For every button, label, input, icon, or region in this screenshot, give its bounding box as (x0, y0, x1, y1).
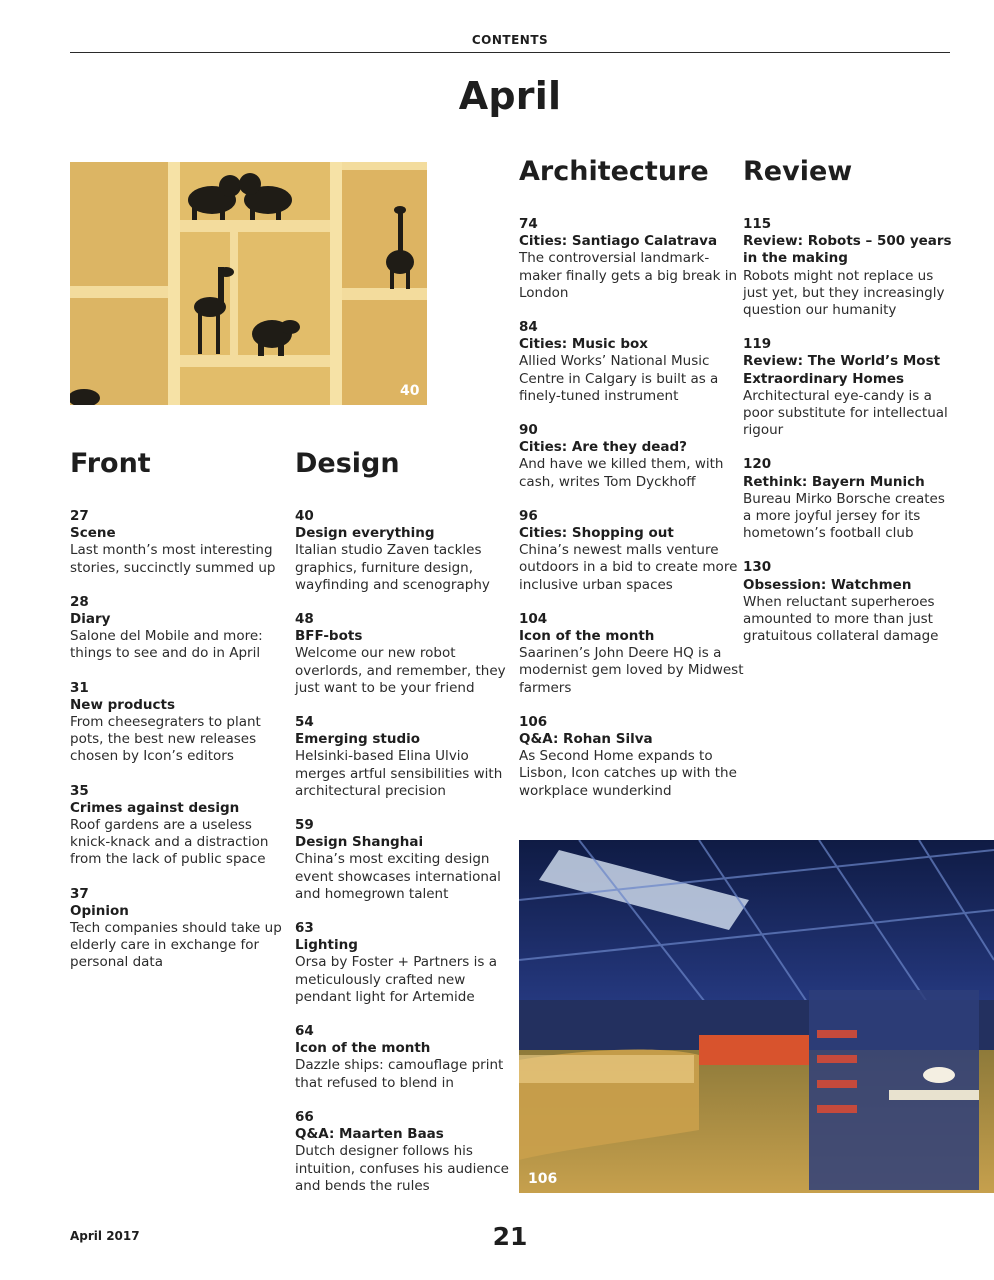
section-heading: Architecture (519, 156, 709, 187)
entry-title: BFF-bots (295, 628, 363, 645)
entry-desc: Welcome our new robot overlords, and remember, they just want to be your friend (295, 645, 506, 696)
section-architecture (519, 155, 744, 817)
section-design (295, 447, 520, 1212)
toc-entry[interactable] (519, 216, 744, 302)
entry-page: 59 (295, 817, 314, 834)
toc-entry[interactable] (519, 714, 744, 800)
entry-page: 119 (743, 336, 772, 353)
toc-entry[interactable] (70, 783, 295, 869)
toc-entry[interactable] (743, 216, 953, 319)
entry-page: 64 (295, 1023, 314, 1040)
entry-page: 106 (519, 713, 548, 730)
entry-title: Cities: Music box (519, 336, 648, 353)
issue-date: April 2017 (70, 1229, 140, 1243)
toc-entry[interactable] (519, 611, 744, 697)
entry-desc: The controversial landmark-maker finally gets a big break in London (519, 250, 738, 301)
section-heading: Front (70, 448, 151, 479)
entry-desc: Allied Works’ National Music Centre in Calgary is built as a finely-tuned instrument (519, 353, 719, 404)
section-header: CONTENTS (471, 33, 549, 47)
entry-desc: As Second Home expands to Lisbon, Icon catches up with the workplace wunderkind (519, 748, 737, 799)
entry-title: Rethink: Bayern Munich (743, 473, 925, 490)
entry-desc: Architectural eye-candy is a poor substitute for intellectual rigour (743, 387, 948, 439)
entry-title: Obsession: Watchmen (743, 576, 912, 593)
entry-title: Opinion (70, 902, 129, 919)
section-heading: Design (295, 448, 400, 479)
toc-entry[interactable] (70, 680, 295, 766)
page-number: 21 (492, 1222, 528, 1251)
entry-desc: Bureau Mirko Borsche creates a more joyful jersey for its hometown’s football club (743, 490, 945, 542)
toc-entry[interactable] (295, 714, 520, 800)
entry-title: Emerging studio (295, 731, 421, 748)
page-title: April (458, 74, 562, 118)
entry-desc: Last month’s most interesting stories, succinctly summed up (70, 542, 276, 576)
entry-title: Cities: Are they dead? (519, 439, 688, 456)
entry-page: 40 (295, 508, 314, 524)
section-heading: Review (743, 156, 853, 187)
entry-title: Review: The World’s Most Extraordinary Homes (743, 353, 941, 387)
entry-title: Design everything (295, 525, 435, 542)
entry-desc: Italian studio Zaven tackles graphics, furniture design, wayfinding and scenography (295, 542, 490, 593)
entry-desc: Saarinen’s John Deere HQ is a modernist gem loved by Midwest farmers (519, 645, 744, 696)
toc-entry[interactable] (70, 508, 295, 577)
entry-title: Design Shanghai (295, 834, 424, 851)
entry-title: Crimes against design (70, 799, 240, 816)
workspace-photo-caption: 106 (528, 1171, 558, 1187)
toc-entry[interactable] (295, 1109, 520, 1195)
entry-page: 96 (519, 507, 538, 524)
toc-entry[interactable] (70, 594, 295, 663)
shelf-photo (70, 162, 427, 405)
entry-title: New products (70, 696, 175, 713)
entry-desc: Salone del Mobile and more: things to see and do in April (70, 628, 263, 662)
entry-title: Cities: Shopping out (519, 525, 674, 542)
entry-desc: Tech companies should take up elderly care in exchange for personal data (70, 920, 282, 971)
entry-title: Diary (70, 611, 111, 628)
entry-desc: When reluctant superheroes amounted to more than just gratuitous collateral damage (743, 593, 939, 645)
workspace-photo (519, 840, 994, 1193)
toc-entry[interactable] (295, 920, 520, 1006)
entry-page: 54 (295, 714, 314, 731)
section-review (743, 155, 953, 662)
entry-page: 27 (70, 508, 89, 524)
toc-entry[interactable] (295, 611, 520, 697)
shelf-illustration (70, 162, 427, 405)
entry-page: 90 (519, 422, 538, 439)
entry-title: Review: Robots – 500 years in the making (743, 233, 952, 267)
entry-page: 48 (295, 611, 314, 628)
toc-entry[interactable] (519, 319, 744, 405)
entry-desc: Helsinki-based Elina Ulvio merges artful sensibilities with architectural precision (295, 748, 503, 799)
entry-page: 115 (743, 216, 772, 232)
entry-title: Icon of the month (519, 628, 655, 645)
entry-page: 74 (519, 216, 538, 232)
entry-page: 35 (70, 782, 89, 799)
entry-desc: Dutch designer follows his intuition, confuses his audience and bends the rules (295, 1143, 509, 1194)
toc-entry[interactable] (295, 1023, 520, 1092)
entry-desc: Roof gardens are a useless knick-knack and a distraction from the lack of public space (70, 817, 269, 868)
entry-desc: China’s most exciting design event showcases international and homegrown talent (295, 851, 501, 902)
entry-desc: China’s newest malls venture outdoors in a bid to create more inclusive urban spaces (519, 542, 738, 593)
header-rule (70, 52, 950, 53)
entry-desc: From cheesegraters to plant pots, the best new releases chosen by Icon’s editors (70, 714, 261, 765)
entry-page: 37 (70, 885, 89, 902)
toc-entry[interactable] (743, 559, 953, 645)
entry-page: 66 (295, 1108, 314, 1125)
entry-title: Q&A: Maarten Baas (295, 1126, 444, 1143)
entry-title: Q&A: Rohan Silva (519, 731, 653, 748)
toc-entry[interactable] (743, 336, 953, 439)
entry-desc: Robots might not replace us just yet, but they increasingly question our humanity (743, 267, 945, 319)
toc-entry[interactable] (519, 422, 744, 491)
entry-page: 31 (70, 679, 89, 696)
toc-entry[interactable] (295, 817, 520, 903)
entry-desc: And have we killed them, with cash, writes Tom Dyckhoff (519, 456, 724, 490)
toc-entry[interactable] (519, 508, 744, 594)
toc-entry[interactable] (70, 886, 295, 972)
entry-desc: Dazzle ships: camouflage print that refused to blend in (295, 1057, 504, 1091)
section-front (70, 447, 295, 989)
entry-page: 63 (295, 920, 314, 937)
entry-page: 130 (743, 559, 772, 576)
entry-desc: Orsa by Foster + Partners is a meticulously crafted new pendant light for Artemide (295, 954, 497, 1005)
entry-page: 28 (70, 593, 89, 610)
entry-page: 120 (743, 456, 772, 473)
entry-page: 84 (519, 319, 538, 336)
toc-entry[interactable] (743, 456, 953, 542)
shelf-photo-caption: 40 (400, 383, 420, 399)
workspace-illustration (519, 840, 994, 1193)
entry-title: Cities: Santiago Calatrava (519, 233, 718, 250)
entry-title: Scene (70, 525, 116, 542)
toc-entry[interactable] (295, 508, 520, 594)
entry-page: 104 (519, 610, 548, 627)
entry-title: Lighting (295, 937, 358, 954)
entry-title: Icon of the month (295, 1040, 431, 1057)
